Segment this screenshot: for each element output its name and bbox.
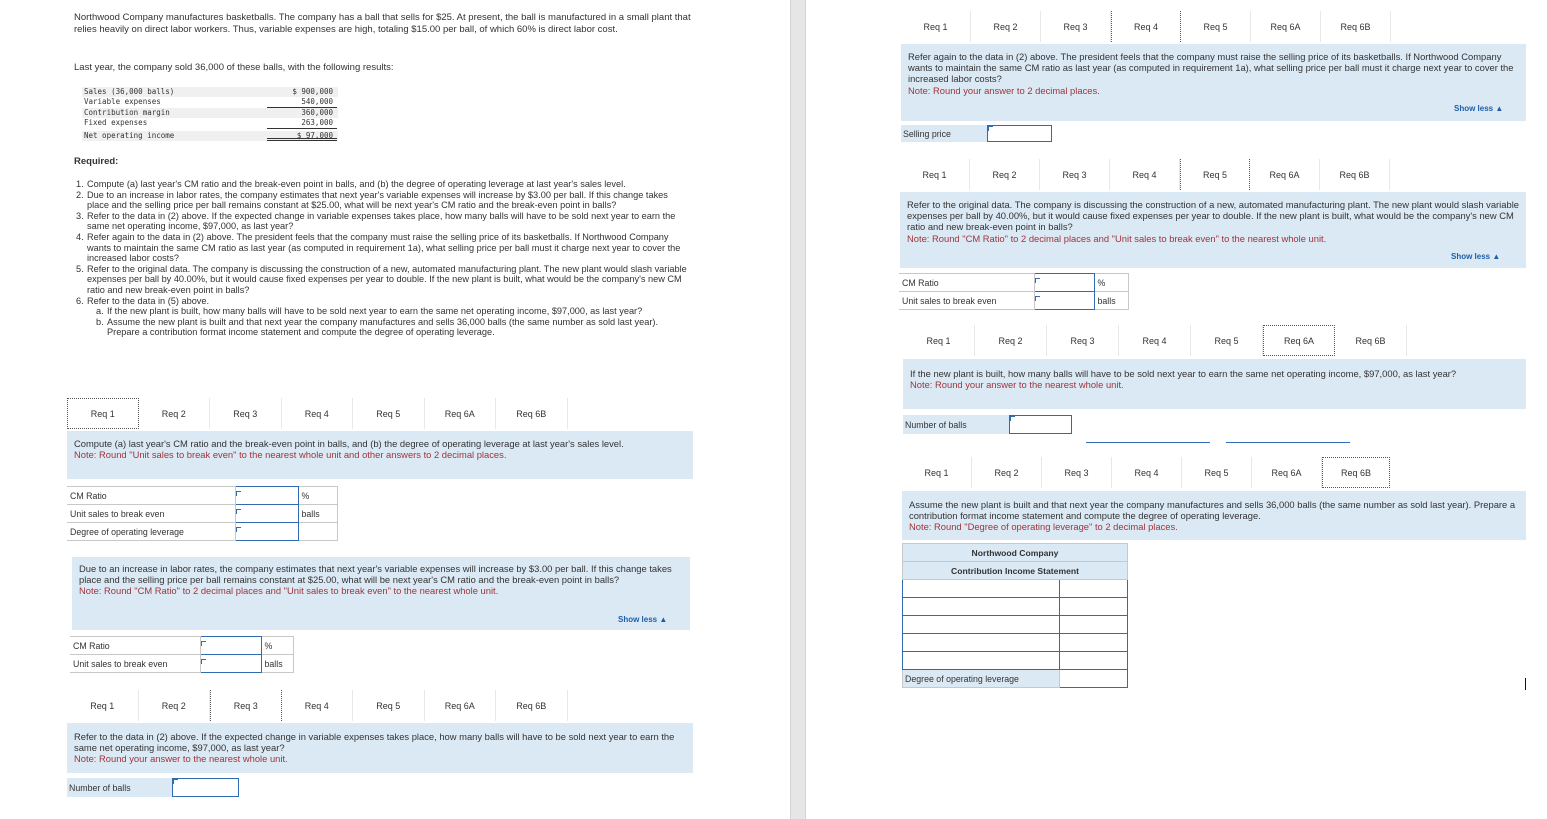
req5-show-less-link[interactable] (1451, 252, 1500, 261)
req-text: Assume the new plant is built and that next year the company manufactures and sells 36,000 balls (the same number as sold last year). Prepare a contribution format income statement and compute the degree of operating leverage. (107, 316, 659, 338)
caret-up-icon: ▲ (659, 615, 668, 624)
tab-req-2[interactable]: Req 2 (975, 325, 1047, 356)
row-label: Unit sales to break even (67, 505, 235, 523)
row-unit (298, 523, 338, 541)
tab-req-2[interactable]: Req 2 (971, 11, 1041, 42)
is-line-label-input[interactable] (903, 616, 1060, 634)
req-text: Refer to the data in (2) above. If the expected change in variable expenses takes place, how many balls will have to be sold next year to earn the same net operating income, $97,000, as last year? (87, 210, 676, 232)
is-line-amount-input[interactable] (1060, 634, 1128, 652)
req-num: 6. (76, 295, 84, 306)
req4-note: Note: Round your answer to 2 decimal places. (908, 84, 1100, 96)
requirement-item (76, 211, 691, 232)
fin-row-cm (82, 108, 338, 118)
tab-bar-req3 (67, 690, 568, 721)
req1-dol-input[interactable] (235, 523, 298, 541)
is-line-label-input[interactable] (903, 652, 1060, 670)
requirement-item (76, 232, 691, 264)
req5-answer-table (899, 273, 1129, 310)
req1-cm-ratio-input[interactable] (235, 487, 298, 505)
tab-req-6b[interactable]: Req 6B (1321, 11, 1391, 42)
req-text: Due to an increase in labor rates, the company estimates that next year's variable expenses will increase by $3.00 per ball. If this change takes place and the selling price per ball remains constant at $25.00, what will be next year's CM ratio and the break-even point in balls? (87, 189, 668, 211)
tab-req-6a[interactable]: Req 6A (425, 690, 497, 721)
tab-req-5[interactable]: Req 5 (1180, 159, 1250, 190)
fin-value: $ 97,000 (267, 131, 337, 141)
fin-value: 263,000 (267, 118, 337, 128)
req5-row-breakeven (899, 292, 1129, 310)
fin-row-noi (82, 131, 338, 141)
req-num: a. (96, 306, 104, 317)
row-unit: % (298, 487, 338, 505)
requirement-item (76, 179, 691, 190)
req2-answer-table (70, 636, 294, 673)
caret-up-icon: ▲ (1495, 104, 1504, 113)
req5-cm-ratio-input[interactable] (1034, 274, 1094, 292)
req1-row-cm (67, 487, 338, 505)
fin-row-fixed (82, 118, 338, 128)
req5-note: Note: Round "CM Ratio" to 2 decimal places and "Unit sales to break even" to the nearest whole unit. (907, 232, 1327, 244)
req6b-note: Note: Round "Degree of operating leverage" to 2 decimal places. (909, 521, 1178, 533)
tab-req-6b[interactable]: Req 6B (1335, 325, 1407, 356)
tab-req-6a[interactable]: Req 6A (1263, 325, 1335, 356)
tab-req-4[interactable]: Req 4 (1112, 457, 1182, 488)
tab-req-1[interactable]: Req 1 (900, 159, 970, 190)
req6a-question-box (903, 359, 1526, 409)
req4-show-less-link[interactable] (1454, 104, 1503, 113)
req5-row-cm (899, 274, 1129, 292)
tab-req-1[interactable]: Req 1 (67, 690, 139, 721)
show-less-label: Show less (1454, 104, 1494, 113)
req-num: b. (96, 316, 104, 327)
caret-up-icon: ▲ (1492, 252, 1501, 261)
is-line-label-input[interactable] (903, 598, 1060, 616)
req1-row-breakeven (67, 505, 338, 523)
row-unit: balls (261, 655, 294, 673)
problem-intro: Northwood Company manufactures basketballs. The company has a ball that sells for $25. At present, the ball is manufactured in a small plant that relies heavily on direct labor workers. Thus, variable expenses are high, totaling $15.00 per ball, of which 60% is direct labor cost. (74, 12, 691, 35)
tab-bar-req6b (902, 457, 1390, 488)
req6a-note: Note: Round your answer to the nearest whole unit. (910, 379, 1124, 391)
req5-question-box (900, 192, 1526, 268)
row-label: Unit sales to break even (899, 292, 1034, 310)
req5-question: Refer to the original data. The company is discussing the construction of a new, automated manufacturing plant. The new plant would slash variable expenses per ball by 40.00%, but it would cause fixed expenses per year to double. If the new plant is built, what would be the company's new CM ratio and new break-even point in balls? (907, 199, 1519, 233)
tab-req-6a[interactable]: Req 6A (1252, 457, 1322, 488)
req4-selling-price-label: Selling price (901, 125, 987, 142)
row-unit: % (1094, 274, 1129, 292)
req3-number-of-balls-label: Number of balls (67, 778, 172, 797)
row-label: CM Ratio (70, 637, 200, 655)
req1-breakeven-input[interactable] (235, 505, 298, 523)
is-statement-title: Contribution Income Statement (903, 562, 1128, 580)
fin-value: 540,000 (267, 97, 337, 107)
req1-question: Compute (a) last year's CM ratio and the break-even point in balls, and (b) the degree of operating leverage at last year's sales level. (74, 438, 624, 449)
fin-value: $ 900,000 (292, 87, 333, 96)
tab-req-6a[interactable]: Req 6A (425, 398, 497, 429)
is-company-row (903, 544, 1128, 562)
tab-req-3[interactable]: Req 3 (1041, 11, 1111, 42)
tab-req-4[interactable]: Req 4 (282, 690, 354, 721)
tab-req-5[interactable]: Req 5 (1191, 325, 1263, 356)
show-less-label: Show less (1451, 252, 1491, 261)
req2-question: Due to an increase in labor rates, the company estimates that next year's variable expenses will increase by $3.00 per ball. If this change takes place and the selling price per ball remains constant at $25.00, what will be next year's CM ratio and the break-even point in balls? (79, 563, 672, 586)
underline-decoration (1086, 442, 1210, 443)
tab-bar-req4 (901, 11, 1391, 42)
tab-req-4[interactable]: Req 4 (1119, 325, 1191, 356)
tab-req-3[interactable]: Req 3 (1040, 159, 1110, 190)
row-label: Unit sales to break even (70, 655, 200, 673)
tab-req-4[interactable]: Req 4 (1111, 11, 1181, 42)
underline-decoration (1226, 442, 1350, 443)
row-label: CM Ratio (67, 487, 235, 505)
fin-row-sales (82, 87, 338, 97)
tab-req-6b[interactable]: Req 6B (1322, 457, 1390, 488)
req6b-dol-input[interactable] (1060, 670, 1128, 688)
is-row (903, 598, 1128, 616)
req2-question-box (72, 557, 690, 630)
is-row (903, 634, 1128, 652)
req4-question-box (901, 44, 1526, 121)
is-line-label-input[interactable] (903, 634, 1060, 652)
row-label: Degree of operating leverage (67, 523, 235, 541)
req4-selling-price-input[interactable] (987, 125, 1052, 142)
req6a-number-of-balls-label: Number of balls (903, 415, 1009, 434)
row-unit: balls (298, 505, 338, 523)
fin-label: Sales (36,000 balls) (84, 87, 175, 96)
text-cursor (1525, 678, 1526, 690)
is-title-row (903, 562, 1128, 580)
req2-note: Note: Round "CM Ratio" to 2 decimal places and "Unit sales to break even" to the nearest whole unit. (79, 585, 499, 597)
req1-row-dol (67, 523, 338, 541)
show-less-label: Show less (618, 615, 658, 624)
req-text: Refer to the data in (5) above. (87, 295, 210, 306)
is-line-label-input[interactable] (903, 580, 1060, 598)
tab-req-1[interactable]: Req 1 (67, 398, 139, 429)
req3-question: Refer to the data in (2) above. If the expected change in variable expenses takes place, how many balls will have to be sold next year to earn the same net operating income, $97,000, as last year? (74, 731, 675, 754)
requirements-list (76, 179, 691, 338)
fin-label: Contribution margin (84, 107, 170, 117)
sub-requirement-item (76, 306, 691, 317)
req1-answer-table (67, 486, 338, 541)
is-dol-row (903, 670, 1128, 688)
row-unit: % (261, 637, 294, 655)
is-dol-label: Degree of operating leverage (903, 670, 1060, 688)
tab-req-3[interactable]: Req 3 (210, 398, 282, 429)
req1-question-box (67, 431, 693, 479)
requirement-item (76, 190, 691, 211)
is-line-amount-input[interactable] (1060, 652, 1128, 670)
fin-label: Variable expenses (84, 97, 161, 107)
required-heading: Required: (74, 156, 119, 167)
last-year-text: Last year, the company sold 36,000 of these balls, with the following results: (74, 62, 394, 73)
req1-note: Note: Round "Unit sales to break even" to the nearest whole unit and other answers to 2 decimal places. (74, 449, 507, 461)
tab-req-1[interactable]: Req 1 (901, 11, 971, 42)
pane-divider-scrollbar[interactable] (790, 0, 806, 819)
req6a-question: If the new plant is built, how many balls will have to be sold next year to earn the same net operating income, $97,000, as last year? (910, 368, 1457, 379)
tab-req-4[interactable]: Req 4 (282, 398, 354, 429)
req-text: Refer again to the data in (2) above. The president feels that the company must raise the selling price of its basketballs. If Northwood Company wants to maintain the same CM ratio as last year (as computed in requirement 1a), what selling price per ball must it charge next year to cover the increased labor costs? (87, 231, 681, 264)
req2-show-less-link[interactable] (618, 615, 667, 624)
requirement-item (76, 264, 691, 296)
req3-number-of-balls-input[interactable] (172, 778, 239, 797)
tab-req-6b[interactable]: Req 6B (496, 398, 568, 429)
req-num: 3. (76, 210, 84, 221)
tab-req-3[interactable]: Req 3 (1047, 325, 1119, 356)
row-label: CM Ratio (899, 274, 1034, 292)
req2-breakeven-input[interactable] (200, 655, 261, 673)
req3-question-box (67, 723, 693, 773)
req-text: Refer to the original data. The company is discussing the construction of a new, automated manufacturing plant. The new plant would slash variable expenses per ball by 40.00%, but it would cause fixed expenses per year to double. If the new plant is built, what would be the company's new CM ratio and new break-even point in balls? (87, 263, 687, 295)
tab-req-5[interactable]: Req 5 (353, 398, 425, 429)
fin-label: Fixed expenses (84, 118, 148, 128)
tab-req-4[interactable]: Req 4 (1110, 159, 1180, 190)
tab-req-6a[interactable]: Req 6A (1251, 11, 1321, 42)
is-line-amount-input[interactable] (1060, 598, 1128, 616)
tab-bar-req6a (903, 325, 1407, 356)
income-statement-table (902, 543, 1128, 688)
right-pane (806, 0, 1547, 819)
req-text: Compute (a) last year's CM ratio and the break-even point in balls, and (b) the degree of operating leverage at last year's sales level. (87, 179, 626, 189)
tab-req-1[interactable]: Req 1 (902, 457, 972, 488)
req6b-question-box (902, 491, 1526, 540)
tab-req-2[interactable]: Req 2 (139, 690, 211, 721)
tab-bar-req1 (67, 398, 568, 429)
tab-req-1[interactable]: Req 1 (903, 325, 975, 356)
tab-req-2[interactable]: Req 2 (972, 457, 1042, 488)
tab-req-2[interactable]: Req 2 (139, 398, 211, 429)
tab-req-6b[interactable]: Req 6B (496, 690, 568, 721)
req-num: 4. (76, 231, 84, 242)
tab-req-2[interactable]: Req 2 (970, 159, 1040, 190)
is-row (903, 580, 1128, 598)
sub-requirement-item (76, 317, 691, 338)
req4-question: Refer again to the data in (2) above. The president feels that the company must raise the selling price of its basketballs. If Northwood Company wants to maintain the same CM ratio as last year (as computed in requirement 1a), what selling price per ball must it charge next year to cover the increased labor costs? (908, 51, 1514, 85)
tab-req-3[interactable]: Req 3 (1042, 457, 1112, 488)
row-unit: balls (1094, 292, 1129, 310)
req-num: 2. (76, 189, 84, 200)
requirement-item (76, 296, 691, 307)
is-line-amount-input[interactable] (1060, 616, 1128, 634)
req-num: 5. (76, 263, 84, 274)
fin-label: Net operating income (84, 130, 175, 140)
req-num: 1. (76, 179, 84, 189)
is-company-title: Northwood Company (903, 544, 1128, 562)
tab-req-3[interactable]: Req 3 (210, 690, 282, 721)
fin-row-variable (82, 97, 338, 107)
req2-row-cm (70, 637, 294, 655)
financial-results-table (82, 87, 338, 141)
req5-breakeven-input[interactable] (1034, 292, 1094, 310)
req3-note: Note: Round your answer to the nearest whole unit. (74, 753, 288, 765)
fin-value: 360,000 (301, 107, 333, 117)
tab-req-5[interactable]: Req 5 (1182, 457, 1252, 488)
tab-req-5[interactable]: Req 5 (353, 690, 425, 721)
req6a-number-of-balls-input[interactable] (1009, 415, 1072, 434)
tab-req-5[interactable]: Req 5 (1181, 11, 1251, 42)
req2-cm-ratio-input[interactable] (200, 637, 261, 655)
req6b-question: Assume the new plant is built and that next year the company manufactures and sells 36,000 balls (the same number as sold last year). Prepare a contribution format income statement and compute the degree of operating leverage. (909, 499, 1516, 522)
req2-row-breakeven (70, 655, 294, 673)
tab-req-6a[interactable]: Req 6A (1250, 159, 1320, 190)
is-row (903, 616, 1128, 634)
tab-bar-req5 (900, 159, 1390, 190)
is-row (903, 652, 1128, 670)
req-text: If the new plant is built, how many balls will have to be sold next year to earn the same net operating income, $97,000, as last year? (107, 306, 643, 317)
tab-req-6b[interactable]: Req 6B (1320, 159, 1390, 190)
is-line-amount-input[interactable] (1060, 580, 1128, 598)
